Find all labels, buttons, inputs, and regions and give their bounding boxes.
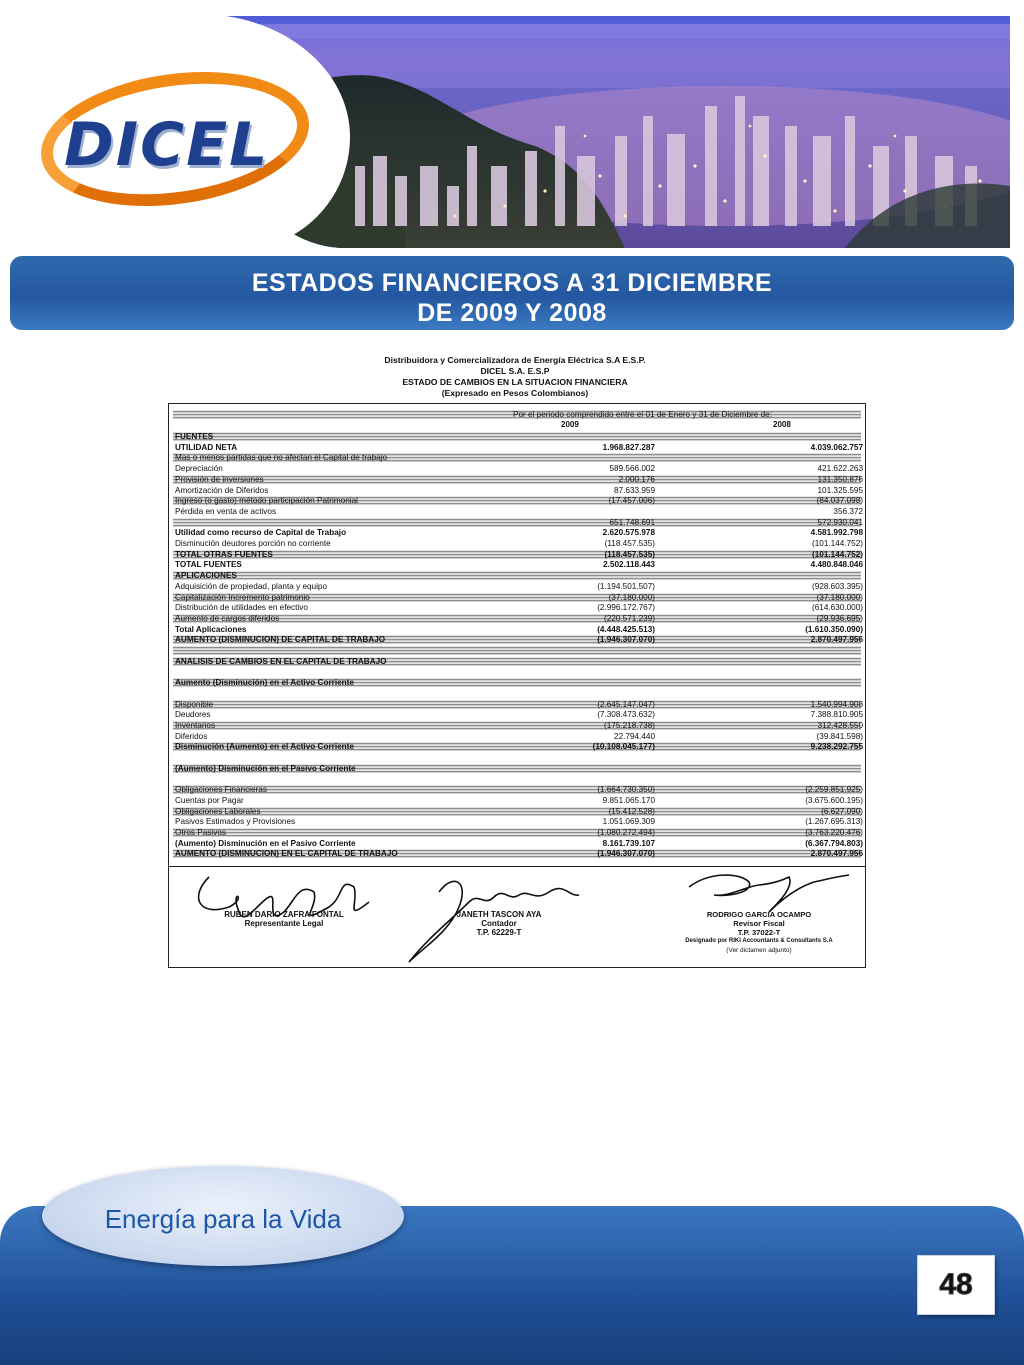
value-2009: 1.968.827.287: [602, 442, 655, 452]
row-label: FUENTES: [175, 432, 214, 441]
row-label: Utilidad como recurso de Capital de Trabajo: [175, 528, 347, 538]
statement-row: [173, 796, 861, 805]
legal-rep-role: Representante Legal: [244, 919, 324, 928]
value-2009: (220.571.239): [604, 613, 655, 623]
row-label: Mas o menos partidas que no afectan el Capital de trabajo: [175, 453, 388, 463]
row-label: Obligaciones Laborales: [175, 806, 261, 816]
row-label: Ingreso (o gasto) método participación Patrimonial: [175, 496, 358, 506]
statement-row: [173, 635, 861, 644]
statement-row: [173, 678, 861, 687]
revisor-note2: (Ver dictamen adjunto): [726, 947, 792, 954]
value-2008: 572.930.041: [817, 517, 863, 527]
row-label: Pérdida en venta de activos: [175, 506, 277, 516]
statement-name: ESTADO DE CAMBIOS EN LA SITUACION FINANCIERA: [402, 377, 628, 387]
year-2009: 2009: [561, 420, 579, 429]
value-2008: (84.037.098): [816, 496, 863, 506]
signature-revisor: [659, 910, 859, 955]
statement-row: [173, 432, 861, 441]
page-title-line2: DE 2009 Y 2008: [417, 299, 607, 327]
page-number-box: [918, 1256, 994, 1314]
value-2008: (2.259.851.925): [805, 785, 863, 795]
revisor-name: RODRIGO GARCIA OCAMPO: [706, 910, 812, 919]
row-label: AUMENTO (DISMINUCION) DE CAPITAL DE TRABAJO: [175, 635, 386, 645]
value-2009: (17.457.006): [608, 496, 655, 506]
legal-rep-name: RUBEN DARIO ZAFRA FONTAL: [224, 910, 344, 919]
statement-row: [173, 528, 861, 537]
statement-row: [173, 475, 861, 484]
row-label: Distribución de utilidades en efectivo: [175, 603, 308, 613]
row-label: Provisión de inversiones: [175, 474, 264, 484]
value-2009: (2.996.172.767): [597, 603, 655, 613]
row-label: Otros Pasivos: [175, 827, 226, 837]
value-2008: 312.428.550: [817, 720, 863, 730]
row-label: UTILIDAD NETA: [175, 442, 238, 452]
statement-heading: [300, 355, 730, 399]
value-2008: 101.325.595: [817, 485, 863, 495]
statement-row: [173, 453, 861, 462]
value-2008: (6.367.794.803): [805, 838, 863, 848]
statement-row: [173, 700, 861, 709]
row-label: Pasivos Estimados y Provisiones: [175, 817, 296, 827]
signature-legal: [199, 910, 369, 928]
statement-row: [173, 560, 861, 569]
value-2009: 87.633.959: [614, 485, 655, 495]
value-2009: (175.218.738): [604, 720, 655, 730]
row-label: (Aumento) Disminución en el Pasivo Corriente: [175, 763, 356, 773]
value-2008: (101.144.752): [812, 549, 863, 559]
value-2008: 2.870.497.956: [810, 635, 863, 645]
row-label: Aumento (Disminución) en el Activo Corriente: [175, 678, 354, 688]
statement-row: [173, 817, 861, 826]
statement-row: [173, 539, 861, 548]
value-2009: (118.457.535): [604, 549, 655, 559]
row-label: Disminución deudores porción no corriente: [175, 539, 331, 548]
value-2009: (1.946.307.070): [597, 849, 655, 859]
period-header-row: [173, 410, 861, 419]
row-label: Aumento de cargos diferidos: [175, 613, 280, 623]
value-2008: (3.675.600.195): [805, 795, 863, 805]
value-2009: 2.000.176: [618, 474, 655, 484]
value-2008: 9.238.292.755: [810, 742, 863, 752]
contador-role: Contador: [481, 919, 517, 928]
row-label: AUMENTO (DISMINUCION) EN EL CAPITAL DE TRABAJO: [175, 849, 398, 859]
statement-row: [173, 646, 861, 655]
row-label: Deudores: [175, 710, 211, 720]
company-name: Distribuidora y Comercializadora de Energía Eléctrica S.A E.S.P.: [384, 355, 646, 365]
statement-row: [173, 443, 861, 452]
row-label: Disponible: [175, 699, 214, 709]
row-label: Depreciación: [175, 464, 223, 474]
value-2009: (4.448.425.513): [597, 624, 655, 634]
year-2008: 2008: [773, 420, 791, 429]
slogan-badge: [42, 1166, 404, 1266]
revisor-note: Designado por RIKI Accountants & Consultants S.A: [685, 938, 833, 944]
value-2009: 2.502.118.443: [603, 560, 655, 570]
value-2009: (118.457.535): [604, 539, 655, 548]
year-header-row: [173, 420, 861, 429]
value-2009: (10.108.045.177): [592, 742, 655, 752]
value-2009: 651.748.691: [609, 517, 655, 527]
row-label: Disminución (Aumento) en el Activo Corriente: [175, 742, 354, 752]
statement-row: [173, 839, 861, 848]
statement-row: [173, 518, 861, 527]
value-2009: (1.194.501.507): [597, 581, 655, 591]
statement-row: [173, 550, 861, 559]
value-2008: (101.144.752): [812, 539, 863, 548]
row-label: APLICACIONES: [175, 571, 237, 581]
revisor-role: Revisor Fiscal: [733, 919, 785, 928]
row-label: Inventarios: [175, 720, 216, 730]
statement-row: [173, 593, 861, 602]
statement-row: [173, 486, 861, 495]
value-2009: (15.412.528): [608, 806, 655, 816]
value-2008: (614.630.000): [812, 603, 863, 613]
row-label: TOTAL FUENTES: [175, 560, 242, 570]
statement-row: [173, 828, 861, 837]
value-2008: (928.603.395): [812, 581, 863, 591]
value-2008: 7.388.810.905: [810, 710, 863, 720]
statement-row: [173, 785, 861, 794]
value-2008: (1.267.695.313): [805, 817, 863, 827]
statement-row: [173, 625, 861, 634]
value-2009: (1.664.730.350): [597, 785, 655, 795]
statement-row: [173, 710, 861, 719]
value-2009: 2.620.575.978: [602, 528, 655, 538]
statement-row: [173, 849, 861, 858]
row-label: ANALISIS DE CAMBIOS EN EL CAPITAL DE TRABAJO: [175, 656, 387, 666]
row-label: Cuentas por Pagar: [175, 795, 244, 805]
statement-row: [173, 742, 861, 751]
statement-row: [173, 807, 861, 816]
logo-area: [0, 14, 350, 250]
statement-row: [173, 732, 861, 741]
statement-row: [173, 614, 861, 623]
contador-name: JANETH TASCON AYA: [456, 910, 542, 919]
value-2009: 9.851.065.170: [602, 795, 655, 805]
row-label: Capitalización Incremento patrimonio: [175, 592, 310, 602]
period-header: Por el periodo comprendido entre el 01 de Enero y 31 de Diciembre de:: [513, 410, 772, 419]
page-number: 48: [939, 1268, 973, 1301]
value-2009: 1.051.069.309: [602, 817, 655, 827]
financial-statement-scan: [168, 403, 866, 968]
value-2009: 8.161.739.107: [602, 838, 655, 848]
value-2008: (3.763.220.476): [805, 827, 863, 837]
row-label: Amortización de Diferidos: [175, 485, 269, 495]
title-banner: [10, 256, 1014, 330]
statement-row: [173, 753, 861, 762]
value-2009: 22.794.440: [614, 731, 655, 741]
statement-row: [173, 603, 861, 612]
row-label: (Aumento) Disminución en el Pasivo Corriente: [175, 838, 356, 848]
page-title-line1: ESTADOS FINANCIEROS A 31 DICIEMBRE: [251, 269, 773, 297]
statement-row: [173, 571, 861, 580]
value-2008: 4.581.992.798: [810, 528, 863, 538]
value-2008: 131.350.876: [817, 474, 863, 484]
row-label: Obligaciones Financieras: [175, 785, 267, 795]
statement-row: [173, 496, 861, 505]
value-2009: 589.566.002: [609, 464, 655, 474]
row-label: Adquisición de propiedad, planta y equipo: [175, 581, 328, 591]
statement-row: [173, 764, 861, 773]
slogan-text: Energía para la Vida: [104, 1204, 342, 1234]
statement-row: [173, 689, 861, 698]
value-2009: (2.645.147.047): [597, 699, 655, 709]
value-2008: (39.841.598): [816, 731, 863, 741]
statement-row: [173, 657, 861, 666]
signature-block: [169, 866, 865, 967]
signature-contador: [419, 910, 579, 937]
statement-row: [173, 774, 861, 783]
value-2008: 4.480.848.046: [810, 560, 863, 570]
value-2008: 421.622.263: [817, 464, 863, 474]
statement-row: [173, 507, 861, 516]
value-2009: (37.180.000): [608, 592, 655, 602]
value-2008: 1.540.994.908: [810, 699, 863, 709]
statement-row: [173, 464, 861, 473]
contador-tp: T.P. 62229-T: [476, 928, 522, 937]
company-short: DICEL S.A. E.S.P: [480, 366, 550, 376]
statement-row: [173, 582, 861, 591]
value-2008: (6.627.090): [821, 806, 863, 816]
statement-row: [173, 667, 861, 676]
row-label: TOTAL OTRAS FUENTES: [175, 549, 273, 559]
value-2009: (1.946.307.070): [597, 635, 655, 645]
value-2008: 2.870.497.956: [810, 849, 863, 859]
value-2009: (7.308.473.632): [597, 710, 655, 720]
value-2008: (1.610.350.090): [805, 624, 863, 634]
value-2008: (37.180.000): [816, 592, 863, 602]
statement-row: [173, 721, 861, 730]
value-2008: 4.039.062.757: [810, 442, 863, 452]
page-title: [10, 268, 1014, 328]
row-label: Total Aplicaciones: [175, 624, 247, 634]
value-2009: (1.080.272.494): [597, 827, 655, 837]
row-label: Diferidos: [175, 731, 208, 741]
revisor-tp: T.P. 37022-T: [737, 928, 781, 937]
dicel-logo: DICEL: [64, 110, 270, 180]
value-2008: 356.372: [833, 506, 863, 516]
value-2008: (29.936.695): [816, 613, 863, 623]
currency-note: (Expresado en Pesos Colombianos): [441, 388, 589, 398]
